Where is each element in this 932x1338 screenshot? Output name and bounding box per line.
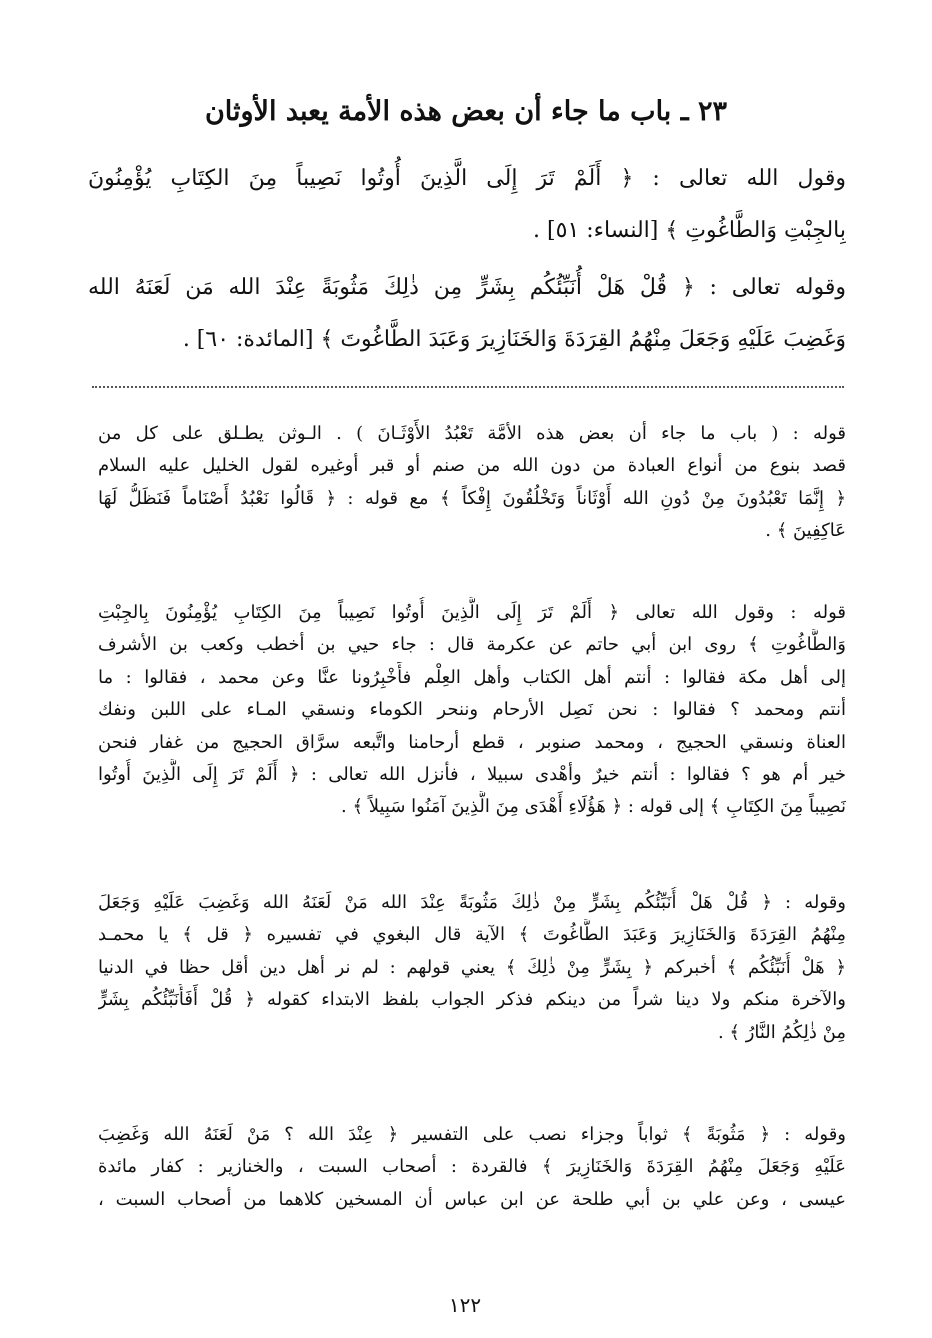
commentary-paragraph-2 — [98, 597, 846, 824]
quran-verse-nisa — [88, 153, 846, 257]
page-number: ١٢٢ — [448, 1293, 482, 1317]
text-line: وقوله : ﴿ قُلْ هَلْ أُنَبِّئُكُم بِشَرٍّ مِنْ ذٰلِكَ مَثُوبَةً عِنْدَ الله مَنْ لَعَنَهُ الله وَغَضِبَ عَلَيْهِ وَجَعَلَ — [98, 892, 846, 913]
chapter-heading: ٢٣ ـ باب ما جاء أن بعض هذه الأمة يعبد الأوثان — [204, 96, 728, 127]
text-line: وقوله : ﴿ مَثُوبَةً ﴾ ثواباً وجزاء نصب على التفسير ﴿ عِنْدَ الله ؟ مَنْ لَعَنَهُ الله وَغَضِبَ — [98, 1124, 846, 1145]
text-line: وَالطَّاغُوتِ ﴾ روى ابن أبي حاتم عن عكرمة قال : جاء حيي بن أخطب وكعب بن الأشرف — [98, 634, 846, 656]
quran-verse-maidah — [88, 262, 846, 366]
section-divider — [92, 386, 844, 388]
text-line: مِنْهُمُ القِرَدَةَ وَالخَنَازِيرَ وَعَبَدَ الطَّاغُوتَ ﴾ الآية قال البغوي في تفسيره ﴿ قل ﴾ يا محمـد — [98, 924, 846, 946]
verse-line: وقوله تعالى : ﴿ قُلْ هَلْ أُنَبِّئُكُم بِشَرٍّ مِن ذٰلِكَ مَثُوبَةً عِنْدَ الله مَن لَعَنَهُ الله — [88, 275, 846, 300]
text-line: ﴿ إِنَّمَا تَعْبُدُونَ مِنْ دُونِ الله أَوْثَاناً وَتَخْلُقُونَ إِفْكاً ﴾ مع قوله : ﴿ قَالُوا نَعْبُدُ أَصْنَاماً فَنَظَلُّ لَهَا — [98, 487, 846, 509]
text-line: عيسى ، وعن علي بن أبي طلحة عن ابن عباس أن المسخين كلاهما من أصحاب السبت ، — [98, 1188, 846, 1210]
text-line: قوله : ( باب ما جاء أن بعض هذه الأمَّة تَعْبُدُ الأَوْثَـانَ ) . الـوثن يطـلق على كل من — [98, 423, 846, 444]
verse-line: وَغَضِبَ عَلَيْهِ وَجَعَلَ مِنْهُمُ القِرَدَةَ وَالخَنَازِيرَ وَعَبَدَ الطَّاغُوتَ ﴾ [المائدة: ٦٠] . — [182, 327, 846, 352]
text-line: عَلَيْهِ وَجَعَلَ مِنْهُمُ القِرَدَةَ وَالخَنَازِيرَ ﴾ فالقردة : أصحاب السبت ، والخنازير : كفار مائدة — [98, 1156, 846, 1178]
text-line: قصد بنوع من أنواع العبادة من دون الله من صنم أو قبر أوغيره لقول الخليل عليه السلام — [98, 455, 846, 477]
verse-line: بِالجِبْتِ وَالطَّاغُوتِ ﴾ [النساء: ٥١] . — [533, 218, 846, 243]
text-line: قوله : وقول الله تعالى ﴿ أَلَمْ تَرَ إِلَى الَّذِينَ أُوتُوا نَصِيباً مِنَ الكِتَابِ يُؤْمِنُونَ بِالجِبْتِ — [98, 602, 846, 623]
text-line: خير أم هو ؟ فقالوا : أنتم خيرٌ وأهْدى سبيلا ، فأنزل الله تعالى : ﴿ أَلَمْ تَرَ إِلَى الَّذِينَ أُوتُوا — [98, 763, 846, 785]
text-line: والآخرة منكم ولا دينا شراً من دينكم فذكر الجواب بلفظ الابتداء كقوله ﴿ قُلْ أَفَأُنَبِّئُكُم بِشَرٍّ — [98, 989, 846, 1011]
text-line: أنتم ومحمد ؟ فقالوا : نحن نَصِل الأرحام وننحر الكوماء ونسقي المـاء على اللبن ونفك — [98, 699, 846, 721]
text-line: مِنْ ذٰلِكُمُ النَّارُ ﴾ . — [717, 1021, 846, 1043]
commentary-paragraph-4 — [98, 1119, 846, 1216]
commentary-paragraph-1 — [98, 418, 846, 548]
text-line: إلى أهل مكة فقالوا : أنتم أهل الكتاب وأهل العِلْم فأَخْبِرُونا عنَّا وعن محمد ، فقالوا : ما — [98, 666, 846, 688]
commentary-paragraph-3 — [98, 887, 846, 1049]
text-line: نَصِيباً مِنَ الكِتَابِ ﴾ إلى قوله : ﴿ هَؤُلَاءِ أَهْدَى مِنَ الَّذِينَ آمَنُوا سَبِيلاً ﴾ . — [341, 796, 846, 818]
text-line: ﴿ هَلْ أُنَبِّئُكُم ﴾ أخبركم ﴿ بِشَرٍّ مِنْ ذٰلِكَ ﴾ يعني قولهم : لم نر أهل دين أقل حظا في الدنيا — [98, 956, 846, 978]
text-line: عَاكِفِينَ ﴾ . — [765, 520, 846, 542]
text-line: العناة ونسقي الحجيج ، ومحمد صنوبر ، قطع أرحامنا واتَّبعه سرَّاق الحجيج من غفار فنحن — [98, 731, 846, 753]
verse-line: وقول الله تعالى : ﴿ أَلَمْ تَرَ إِلَى الَّذِينَ أُوتُوا نَصِيباً مِنَ الكِتَابِ يُؤْمِنُونَ — [88, 166, 846, 191]
